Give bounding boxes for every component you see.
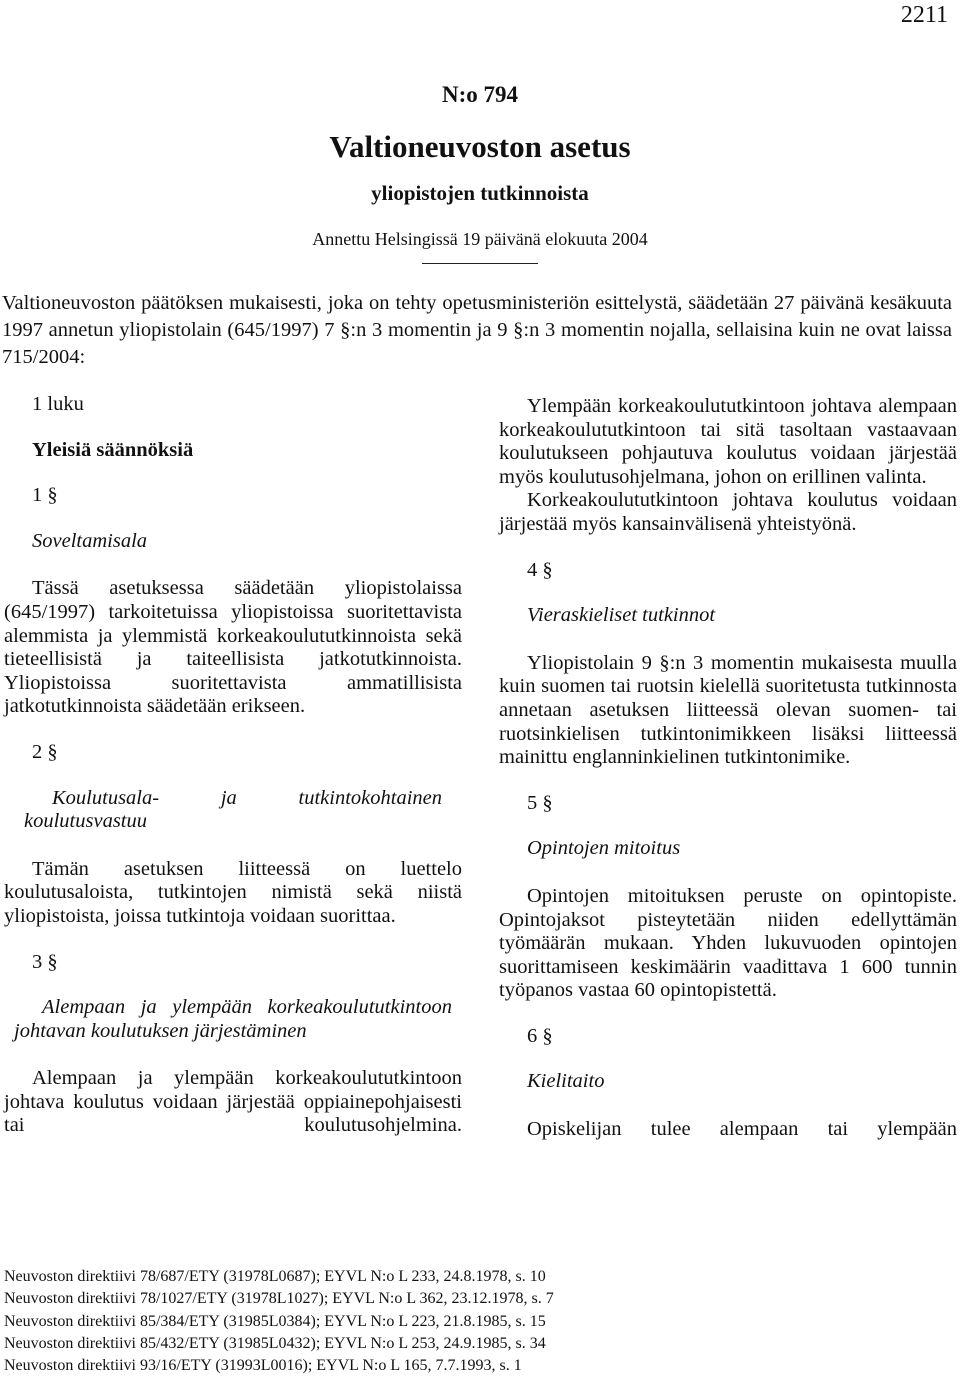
section-1-text: Tässä asetuksessa säädetään yliopistolaissa (645/1997) tarkoitetuissa yliopistoissa suoritettavista alemmista ja ylemmistä korkeakoulututkinnoista sekä tieteellisistä ja taiteellisista jatkotutkinnoista. Yliopistoissa suoritettavista ammatillisista jatkotutkinnoista säädetään erikseen. [4,577,462,718]
title-divider [422,263,538,264]
section-2-number: 2 § [32,740,58,763]
left-column [4,393,462,1138]
document-title: Valtioneuvoston asetus [329,129,631,164]
section-3-number: 3 § [32,950,58,973]
section-1-title: Soveltamisala [32,529,148,552]
section-5-text: Opintojen mitoituksen peruste on opintopiste. Opintojaksot pisteytetään niiden edellyttämän työmäärän mukaan. Yhden lukuvuoden opintojen suorittamiseen keskimäärin vaadittava 1 600 tunnin työpanos vastaa 60 opintopistettä. [499,884,957,1002]
section-6-text: Opiskelijan tulee alempaan tai ylempään [527,1118,957,1141]
page-number: 2211 [900,2,948,28]
statute-number: N:o 794 [441,82,519,107]
section-3-text-3: Korkeakoulututkintoon johtava koulutus voidaan järjestää myös kansainvälisenä yhteistyönä. [499,489,957,535]
section-6-title: Kielitaito [527,1070,605,1093]
footnote: Neuvoston direktiivi 85/384/ETY (31985L0384); EYVL N:o L 223, 21.8.1985, s. 15 [4,1312,546,1330]
section-5-title: Opintojen mitoitus [527,837,681,860]
section-2-title: Koulutusala- ja tutkintokohtainen koulutusvastuu [24,786,442,833]
section-3-text-1: Alempaan ja ylempään korkeakoulututkintoon johtava koulutus voidaan järjestää oppiainepohjaisesti tai koulutusohjelmina. [4,1067,462,1137]
footnote: Neuvoston direktiivi 78/687/ETY (31978L0687); EYVL N:o L 233, 24.8.1978, s. 10 [4,1268,546,1285]
chapter-title: Yleisiä säännöksiä [32,438,194,461]
document-subtitle: yliopistojen tutkinnoista [371,181,589,205]
footnote: Neuvoston direktiivi 85/432/ETY (31985L0432); EYVL N:o L 253, 24.9.1985, s. 34 [4,1334,546,1352]
section-4-text: Yliopistolain 9 §:n 3 momentin mukaisesta muulla kuin suomen tai ruotsin kielellä suoritetusta tutkinnosta annetaan asetuksen liitteessä olevan suomen- tai ruotsinkielisen tutkintonimikkeen lisäksi liitteessä mainittu englanninkielinen tutkintonimike. [499,651,957,769]
section-3-title: Alempaan ja ylempään korkeakoulututkintoon johtavan koulutuksen järjestäminen [14,996,452,1042]
footnote: Neuvoston direktiivi 93/16/ETY (31993L0016); EYVL N:o L 165, 7.7.1993, s. 1 [4,1357,522,1375]
section-1-number: 1 § [32,484,58,507]
issued-date: Annettu Helsingissä 19 päivänä elokuuta 2004 [312,229,648,249]
preamble: Valtioneuvoston päätöksen mukaisesti, joka on tehty opetusministeriön esittelystä, säädetään 27 päivänä kesäkuuta 1997 annetun yliopistolain (645/1997) 7 §:n 3 momentin ja 9 §:n 3 momentin nojalla, sellaisina kuin ne ovat laissa 715/2004: [2,292,952,368]
section-4-number: 4 § [527,558,553,581]
right-column [499,395,957,1142]
section-2-text: Tämän asetuksen liitteessä on luettelo koulutusaloista, tutkintojen nimistä sekä niistä yliopistoista, joissa tutkintoja voidaan suorittaa. [4,857,462,927]
chapter-label: 1 luku [32,393,84,415]
section-6-number: 6 § [527,1024,553,1047]
footnote: Neuvoston direktiivi 78/1027/ETY (31978L1027); EYVL N:o L 362, 23.12.1978, s. 7 [4,1290,554,1308]
section-3-text-2: Ylempään korkeakoulututkintoon johtava alempaan korkeakoulututkintoon tai sitä tasoltaan vastaavaan koulutukseen pohjautuva koulutus voidaan järjestää myös koulutusohjelmana, johon on erillinen valinta. [499,395,957,488]
footnotes [4,1266,954,1377]
section-5-number: 5 § [527,791,553,814]
section-4-title: Vieraskieliset tutkinnot [527,604,716,627]
